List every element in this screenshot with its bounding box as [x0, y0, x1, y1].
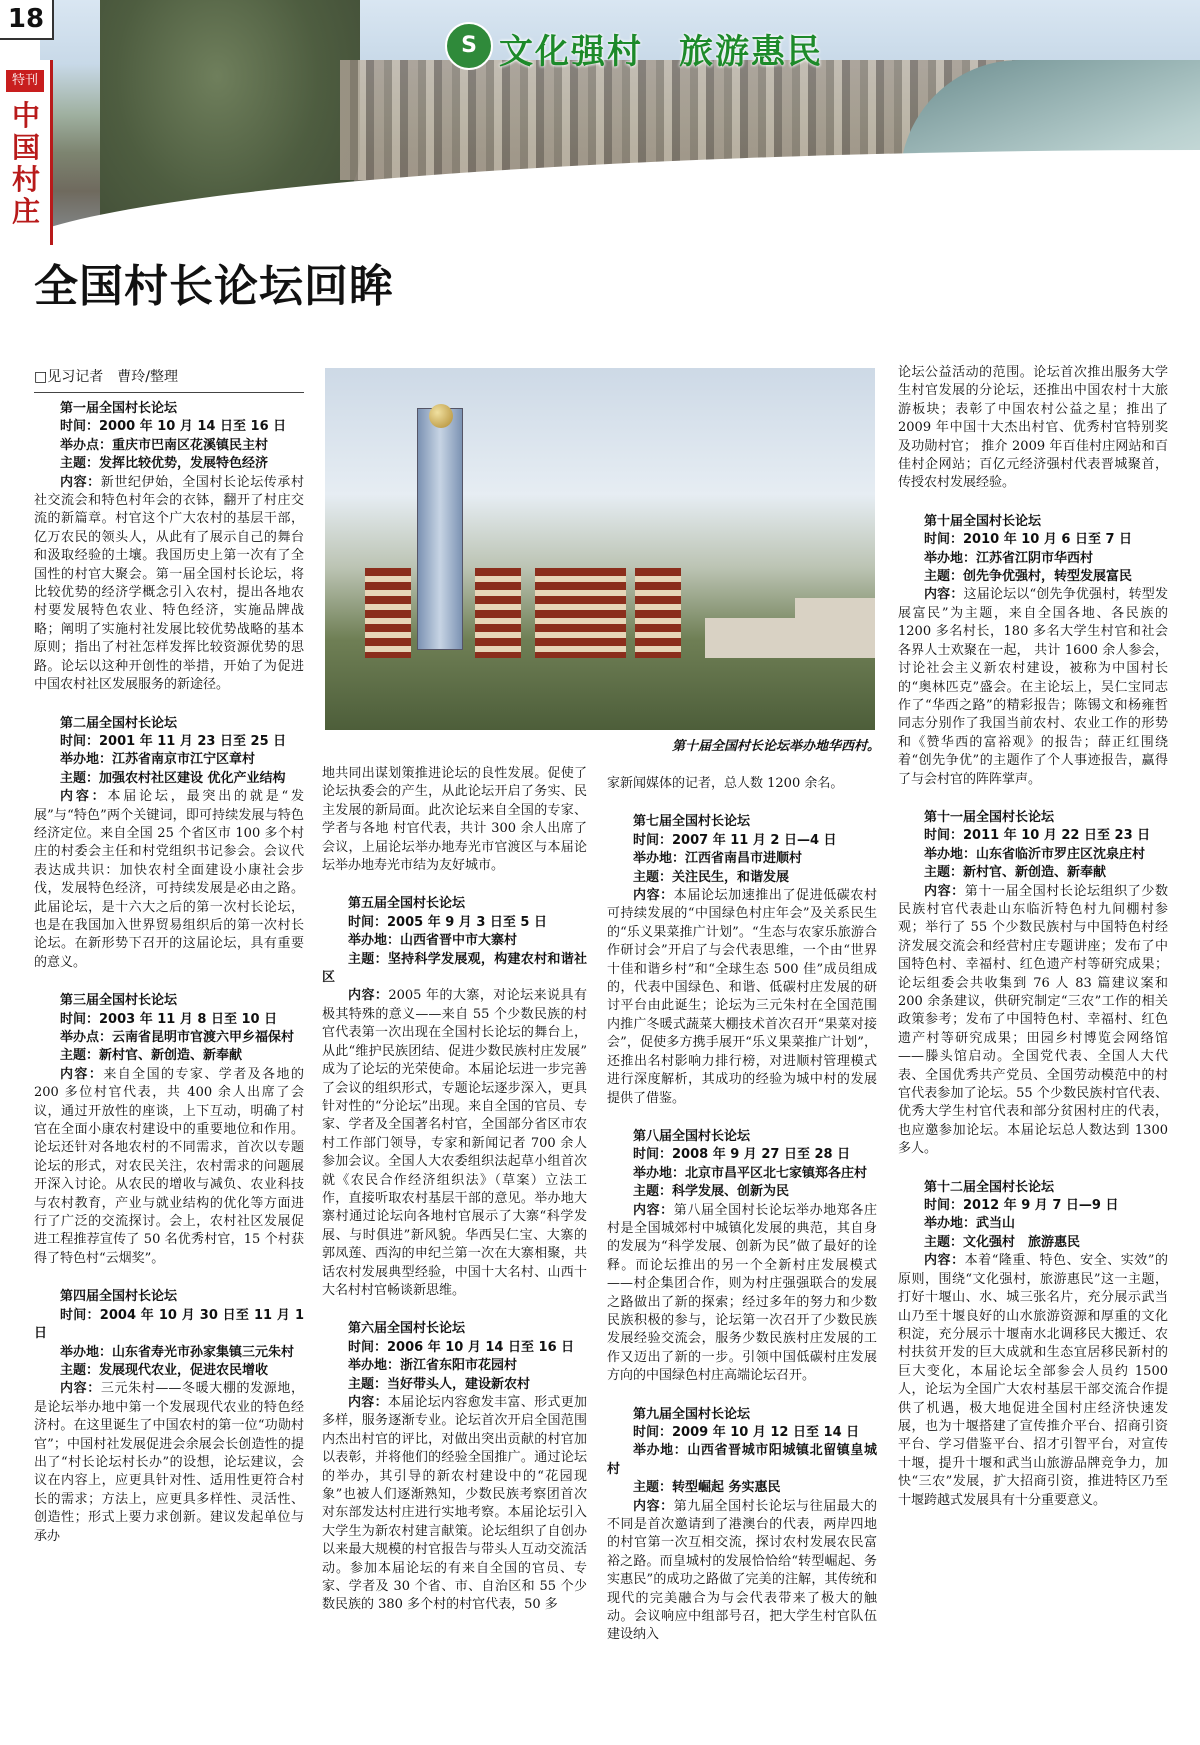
forum-section-7 — [607, 813, 877, 1108]
section-theme: 主题：新村官、新创造、新奉献 — [60, 1048, 243, 1064]
section-time: 时间：2003 年 11 月 8 日至 10 日 — [60, 1011, 278, 1027]
column-1 — [34, 400, 304, 1566]
section-venue: 举办地：江苏省江阴市华西村 — [924, 550, 1094, 566]
section-heading: 第二届全国村长论坛 — [60, 715, 178, 731]
forum-section-8 — [607, 1128, 877, 1386]
section-heading: 第五届全国村长论坛 — [348, 896, 466, 912]
section-venue: 举办点：云南省昆明市官渡六甲乡福保村 — [60, 1030, 295, 1045]
section-venue: 举办点：重庆市巴南区花溪镇民主村 — [60, 437, 269, 453]
photo-pagoda — [580, 568, 626, 658]
section-time: 时间：2008 年 9 月 27 日至 28 日 — [633, 1147, 851, 1163]
forum-section-2 — [34, 715, 304, 973]
section-theme: 主题：当好带头人，建设新农村 — [348, 1376, 531, 1392]
section-venue: 举办地：江苏省南京市江宁区章村 — [60, 752, 256, 768]
section-heading: 第一届全国村长论坛 — [60, 401, 178, 416]
section-tab — [0, 60, 53, 245]
section-theme: 主题：转型崛起 务实惠民 — [633, 1480, 781, 1496]
section-char: 村 — [11, 163, 40, 196]
section-theme: 主题：创先争优强村，转型发展富民 — [924, 569, 1133, 585]
section-venue: 举办地：山东省临沂市罗庄区沈泉庄村 — [924, 846, 1146, 862]
section-content: 内容：本届论坛内容愈发丰富、形式更加多样，服务逐渐专业。论坛首次开启全国范围内杰出村官的评比，对做出突出贡献的村官加以表彰，并将他们的经验全国推广。通过论坛的举办，其引导的新农村建设中的“花园现象”也被人们逐渐熟知，少数民族考察团首次对东部发达村庄进行实地考察。本届论坛引入大学生为新农村建言献策。论坛组织了自创办以来最大规模的村官报告与带头人互动交流活动。参加本届论坛的有来自全国的官员、专家、学者及 30 个省、市、自治区和 55 个少数民族的 380 多个村的村官代表，50 多 — [322, 1395, 587, 1613]
section-theme: 主题：新村官、新创造、新奉献 — [924, 865, 1107, 881]
section-theme: 主题：文化强村 旅游惠民 — [924, 1234, 1081, 1250]
section-time: 时间：2000 年 10 月 14 日至 16 日 — [60, 419, 287, 435]
section-heading: 第十届全国村长论坛 — [924, 513, 1042, 529]
section-name — [10, 100, 42, 228]
photo-pagoda — [535, 568, 581, 658]
section-heading: 第四届全国村长论坛 — [60, 1289, 178, 1305]
section-char: 中 — [11, 99, 40, 132]
section-venue: 举办地：北京市昌平区北七家镇郑各庄村 — [633, 1165, 868, 1181]
section-venue: 举办地：江西省南昌市进顺村 — [633, 851, 803, 867]
section-theme: 主题：科学发展、创新为民 — [633, 1184, 790, 1200]
forum-section-12 — [898, 1179, 1168, 1510]
section-theme: 主题：关注民生，和谐发展 — [633, 869, 790, 885]
forum-section-9 — [607, 1406, 877, 1645]
section-content: 内容：第九届全国村长论坛与往届最大的不同是首次邀请到了港澳台的代表，两岸四地的村官第一次互相交流，探讨农村发展农民富裕之路。而皇城村的发展恰恰给“转型崛起、务实惠民”的成功之路做了完美的注解，其传统和现代的完美融合为与会代表带来了极大的触动。会议响应中组部号召，把大学生村官队伍建设纳入 — [607, 1498, 877, 1643]
continued-text: 家新闻媒体的记者，总人数 1200 余名。 — [607, 776, 844, 791]
continued-text: 地共同出谋划策推进论坛的良性发展。促使了论坛执委会的产生，从此论坛开启了务实、民主发展的新局面。此次论坛来自全国的专家、学者与各地 村官代表，共计 300 余人出席了会议，上届论坛举办地寿光市官渡区与本届论坛举办地寿光市结为友好城市。 — [322, 766, 587, 874]
forum-section-6 — [322, 1320, 587, 1615]
section-time: 时间：2009 年 10 月 12 日至 14 日 — [633, 1425, 860, 1440]
section-heading: 第十一届全国村长论坛 — [924, 809, 1055, 825]
section-content: 内容：2005 年的大寨，对论坛来说具有极其特殊的意义——来自 55 个少数民族的村官代表第一次出现在全国村长论坛的舞台上，从此“维护民族团结、促进少数民族村庄发展” 成为了论坛的光荣使命。本届论坛进一步完善了会议的组织形式，专题论坛逐步深入，更具针对性的“分论坛”出现。来自全国的官员、专家、学者及全国著名村官，全国部分省区市农村工作部门领导，专家和新闻记者 700 余人参加会议。全国人大农委组织法起草小组首次就《农民合作经济组织法》（草案）立法工作，直接听取农村基层干部的意见。举办地大寨村通过论坛向各地村官展示了大寨“科学发展、与时俱进”新风貌。华西吴仁宝、大寨的郭凤莲、西沟的申纪兰第一次在大寨相聚，共话农村发展典型经验，中国十大名村、山西十大名村村官畅谈新思维。 — [322, 988, 587, 1298]
section-content: 内容：来自全国的专家、学者及各地的 200 多位村官代表，共 400 余人出席了会议，通过开放性的座谈，上下互动，明确了村官在全面小康农村建设中的重要地位和作用。论坛还针对各地农村的不同需求，首次以专题论坛的形式，对农民关注，农村需求的问题展开深入讨论。从农民的增收与减负、农业科技与农村教育，产业与就业结构的优化等方面进行了广泛的交流探讨。会上，农村社区发展促进工程推荐宣传了 50 名优秀村官，15 个村获得了特色村“云烟奖”。 — [34, 1066, 304, 1266]
photo-pagoda — [365, 568, 411, 658]
section-content: 内容：第八届全国村长论坛举办地郑各庄村是全国城郊村中城镇化发展的典范，其自身的发展为“科学发展、创新为民”做了最好的诠释。而论坛推出的另一个全新村庄发展模式——村企集团合作，则为村庄强强联合的发展之路做出了新的探索；经过多年的努力和少数民族积极的参与，论坛第一次召开了少数民族发展经验交流会，服务少数民族村庄发展的工作又迈出了新的一步。引领中国低碳村庄发展方向的中国绿色村庄高端论坛召开。 — [607, 1202, 877, 1384]
section-theme: 主题：发展现代农业，促进农民增收 — [60, 1362, 269, 1378]
section-content: 内容：新世纪伊始，全国村长论坛传承村社交流会和特色村年会的衣钵，翻开了村庄交流的新篇章。村官这个广大农村的基层干部，亿万农民的领头人，从此有了展示自己的舞台和汲取经验的土壤。我国历史上第一次有了全国性的村官大聚会。第一届全国村长论坛，将比较优势的经济学概念引入农村，提出各地农村要发展特色农业、特色经济，实施品牌战略；阐明了实施村社发展比较优势战略的基本原则；指出了村社怎样发挥比较资源优势的思路。论坛以这种开创性的举措，开始了为促进中国农村社区发展服务的新途径。 — [34, 474, 304, 693]
section-time: 时间：2007 年 11 月 2 日—4 日 — [633, 832, 837, 848]
section-heading: 第七届全国村长论坛 — [633, 814, 751, 830]
forum-section-3 — [34, 992, 304, 1268]
section-content: 内容：第十一届全国村长论坛组织了少数民族村官代表赴山东临沂特色村九间棚村参观；举行了 55 个少数民族村与中国特色村经济发展交流会和经营村庄专题讲座；发布了中国特色村、幸福村、红色遗产村等研究成果；论坛组委会共收集到 76 人 83 篇建议案和 200 余条建议，供研究制定“三农”工作的相关政策参考；发布了中国特色村、幸福村、红色遗产村等研究成果；田园乡村博览会网络馆——滕头馆启动。全国党代表、全国人大代表、全国优秀共产党员、全国劳动模范中的村官代表参加了论坛。55 个少数民族村官代表、优秀大学生村官代表和部分贫困村庄的代表，也应邀参加论坛。本届论坛总人数达到 1300 多人。 — [898, 883, 1168, 1157]
page-header — [0, 0, 1200, 250]
section-venue: 举办地：山西省晋城市阳城镇北留镇皇城村 — [607, 1443, 877, 1477]
photo-pagoda — [475, 568, 521, 658]
section-theme: 主题：加强农村社区建设 优化产业结构 — [60, 770, 286, 786]
forum-section-1 — [34, 400, 304, 695]
section-char: 国 — [11, 131, 40, 164]
column-4 — [898, 364, 1168, 1530]
photo-tower-sphere — [429, 404, 453, 428]
section-content: 内容：本届论坛，最突出的就是“发展”与“特色”两个关键词，即可持续发展与特色经济定位。来自全国 25 个省区市 100 多个村庄的村委会主任和村党组织书记参会。会议代表达成共识：加快农村全面建设小康社会步伐，发展特色经济，可持续发展是必由之路。此届论坛，是十六大之后的第一次村长论坛，也是在我国加入世界贸易组织后的第一次村长论坛。在新形势下召开的这届论坛，具有重要的意义。 — [34, 789, 304, 970]
photo-caption: 第十届全国村长论坛举办地华西村。 — [671, 739, 880, 754]
slogan-block — [445, 20, 835, 70]
section-venue: 举办地：浙江省东阳市花园村 — [348, 1358, 518, 1374]
column-2 — [322, 765, 587, 1635]
section-char: 庄 — [11, 195, 40, 228]
forum-logo-icon: S — [445, 22, 493, 70]
section-time: 时间：2004 年 10 月 30 日至 11 月 1 日 — [34, 1307, 304, 1342]
forum-section-4 — [34, 1288, 304, 1546]
section-time: 时间：2005 年 9 月 3 日至 5 日 — [348, 914, 547, 930]
section-heading: 第八届全国村长论坛 — [633, 1128, 751, 1144]
article-title: 全国村长论坛回眸 — [34, 261, 394, 312]
huaxi-village-photo — [325, 368, 875, 730]
byline: □见习记者 曹玲/整理 — [34, 366, 304, 393]
section-content: 内容：这届论坛以“创先争优强村，转型发展富民”为主题，来自全国各地、各民族的 1200 多名村长，180 多名大学生村官和社会各界人士欢聚在一起， 共计 1600 余人参会， 讨论社会主义新农村建设，被称为中国村长的“奥林匹克”盛会。在主论坛上，吴仁宝同志作了“华西之路”的精彩报告；陈锡文和杨雍哲同志分别作了我国当前农村、农业工作的形势和《赞华西的富裕观》的报告；薛正红围绕着“创先争优”的主题作了个人事迹报告，赢得了与会村官的阵阵掌声。 — [898, 587, 1168, 787]
forum-section-11 — [898, 809, 1168, 1159]
photo-building — [705, 618, 795, 658]
forum-section-5 — [322, 895, 587, 1300]
section-time: 时间：2011 年 10 月 22 日至 23 日 — [924, 828, 1151, 844]
photo-tower — [417, 408, 463, 650]
section-time: 时间：2010 年 10 月 6 日至 7 日 — [924, 532, 1133, 548]
section-heading: 第三届全国村长论坛 — [60, 993, 178, 1009]
special-issue-badge: 特刊 — [6, 70, 44, 92]
section-venue: 举办地：山西省晋中市大寨村 — [348, 933, 518, 949]
section-venue: 举办地：武当山 — [924, 1216, 1016, 1232]
photo-pagoda — [635, 568, 681, 658]
section-content: 内容：本着“隆重、特色、安全、实效”的原则，围绕“文化强村，旅游惠民”这一主题，打好十堰山、水、城三张名片，充分展示武当山乃至十堰良好的山水旅游资源和厚重的文化积淀，充分展示十堰南水北调移民大搬迁、农村扶贫开发的巨大成就和生态宜居移民新村的巨大变化，本届论坛全部参会人员约 1500 人，论坛为全国广大农村基层干部交流合作提供了机遇，极大地促进全国村庄经济快速发展，也为十堰搭建了宣传推介平台、招商引资平台、学习借鉴平台、招才引智平台，对宣传十堰，提升十堰和武当山旅游品牌竞争力，加快“三农”发展，扩大招商引资，推进特区乃至十堰跨越式发展具有十分重要意义。 — [898, 1253, 1168, 1508]
section-theme: 主题：发挥比较优势，发展特色经济 — [60, 456, 269, 472]
forum-section-10 — [898, 513, 1168, 789]
page-number: 18 — [0, 0, 54, 40]
section-heading: 第十二届全国村长论坛 — [924, 1179, 1055, 1195]
section-time: 时间：2006 年 10 月 14 日至 16 日 — [348, 1339, 575, 1355]
section-content: 内容：本届论坛加速推出了促进低碳农村可持续发展的“中国绿色村庄年会”及关系民生的“乐义果菜推广计划”。“生态与农家乐旅游合作研讨会”开启了与会代表思维，一个由“世界十佳和谐乡村”和“全球生态 500 佳”成员组成的，代表中国绿色、和谐、低碳村庄发展的研讨平台由此诞生；论坛为三元朱村在全国范围内推广冬暖式蔬菜大棚技术首次召开“果菜对接会”，促使多方携手展开“乐义果菜推广计划”，还推出名村影响力排行榜，对进顺村管理模式进行深度解析，其成功的经验为城中村的发展提供了借鉴。 — [607, 888, 877, 1106]
section-heading: 第九届全国村长论坛 — [633, 1406, 751, 1422]
section-time: 时间：2001 年 11 月 23 日至 25 日 — [60, 733, 287, 749]
section-heading: 第六届全国村长论坛 — [348, 1321, 466, 1337]
section-venue: 举办地：山东省寿光市孙家集镇三元朱村 — [60, 1344, 295, 1360]
continued-text: 论坛公益活动的范围。论坛首次推出服务大学生村官发展的分论坛，还推出中国农村十大旅游板块；表彰了中国农村公益之星；推出了 2009 年中国十大杰出村官、优秀村官特别奖及功勋村官； 推介 2009 年百佳村庄网站和百佳村企网站；百亿元经济强村代表晋城聚首，传授农村发展经验。 — [898, 365, 1168, 491]
photo-building — [795, 598, 875, 658]
column-3 — [607, 775, 877, 1665]
section-time: 时间：2012 年 9 月 7 日—9 日 — [924, 1198, 1119, 1214]
slogan-text: 文化强村 旅游惠民 — [499, 32, 823, 72]
section-theme: 主题：坚持科学发展观，构建农村和谐社区 — [322, 951, 587, 986]
section-content: 内容：三元朱村——冬暖大棚的发源地，是论坛举办地中第一个发展现代农业的特色经济村。在这里诞生了中国农村的第一位“功勋村官”；中国村社发展促进会余展会长创造性的提出了“村长论坛村长办”的设想，论坛建议，会议在内容上，应更具针对性、适用性更符合村长的需求；方法上，应更具多样性、灵活性、创造性；形式上要力求创新。建议发起单位与承办 — [34, 1381, 304, 1544]
